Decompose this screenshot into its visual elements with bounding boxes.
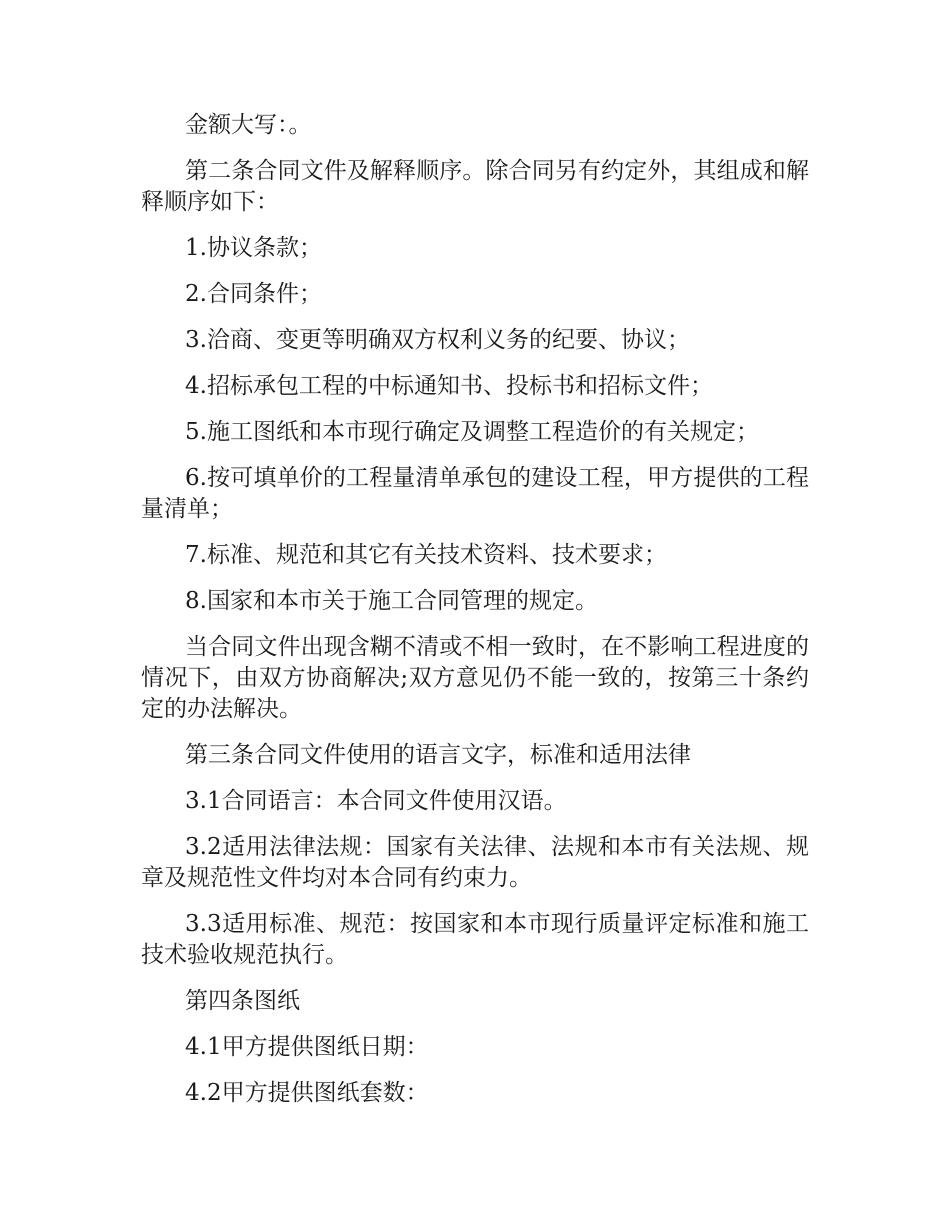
list-item-5: 5.施工图纸和本市现行确定及调整工程造价的有关规定； — [185, 419, 759, 445]
paragraph-conflict-resolution: 当合同文件出现含糊不清或不相一致时，在不影响工程进度的情况下，由双方协商解决;双方意见仍不能一致的，按第三十条约定的办法解决。 — [141, 634, 809, 722]
list-item-8: 8.国家和本市关于施工合同管理的规定。 — [185, 588, 598, 614]
list-item-3: 3.洽商、变更等明确双方权利义务的纪要、协议； — [185, 327, 690, 353]
clause-3-3: 3.3适用标准、规范：按国家和本市现行质量评定标准和施工技术验收规范执行。 — [141, 911, 809, 968]
paragraph-article-3-heading: 第三条合同文件使用的语言文字，标准和适用法律 — [185, 742, 691, 768]
clause-4-1: 4.1甲方提供图纸日期： — [185, 1034, 429, 1060]
paragraph-article-2-heading: 第二条合同文件及解释顺序。除合同另有约定外，其组成和解释顺序如下： — [141, 158, 809, 215]
paragraph-amount-in-words: 金额大写：。 — [185, 112, 312, 138]
clause-3-1: 3.1合同语言：本合同文件使用汉语。 — [185, 788, 567, 814]
list-item-2: 2.合同条件； — [185, 281, 322, 307]
clause-4-2: 4.2甲方提供图纸套数： — [185, 1080, 429, 1106]
list-item-4: 4.招标承包工程的中标通知书、投标书和招标文件； — [185, 373, 713, 399]
document-body — [141, 110, 809, 1124]
paragraph-article-4-heading: 第四条图纸 — [185, 988, 300, 1014]
clause-3-2: 3.2适用法律法规：国家有关法律、法规和本市有关法规、规章及规范性文件均对本合同有约束力。 — [141, 834, 809, 891]
list-item-7: 7.标准、规范和其它有关技术资料、技术要求； — [185, 542, 667, 568]
list-item-1: 1.协议条款； — [185, 235, 322, 261]
list-item-6: 6.按可填单价的工程量清单承包的建设工程，甲方提供的工程量清单； — [141, 465, 809, 522]
